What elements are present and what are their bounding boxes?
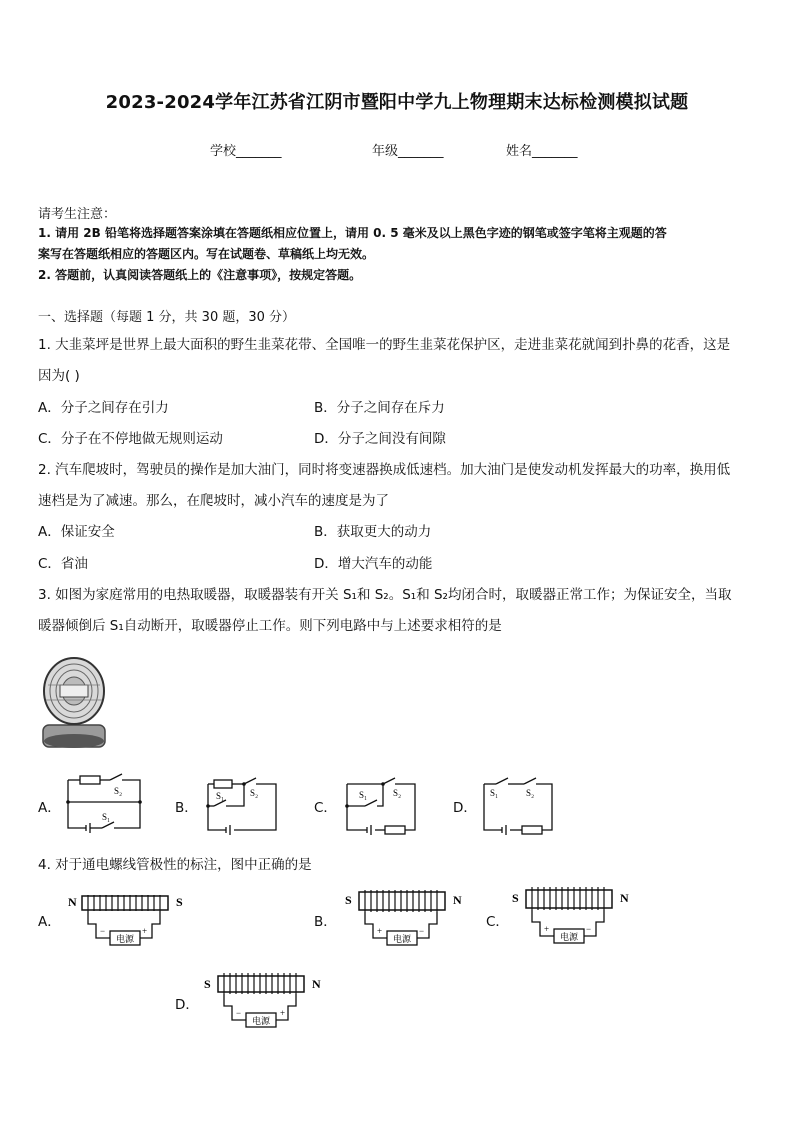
q3-circuit-d (480, 776, 560, 836)
pole-n-label: N (620, 891, 629, 905)
q4-solenoid-a (66, 890, 192, 952)
power-label: 电源 (392, 935, 412, 945)
q3-circuit-b (204, 776, 284, 836)
resistor (522, 826, 542, 834)
question-1-line-1: 1. 大韭菜坪是世界上最大面积的野生韭菜花带、全国唯一的野生韭菜花保护区，走进韭菜花就闻到扑鼻的花香，这是 (38, 337, 731, 353)
q4-option-b-label[interactable]: B． (314, 914, 337, 930)
grade-field[interactable]: 年级_______ (372, 144, 444, 159)
q1-option-c[interactable]: C．分子在不停地做无规则运动 (38, 431, 223, 447)
switch-s2 (110, 774, 122, 780)
question-3-line-2: 暖器倾倒后 S₁自动断开，取暖器停止工作。则下列电路中与上述要求相符的是 (38, 618, 502, 634)
section-heading: 一、选择题（每题 1 分，共 30 题，30 分） (38, 310, 296, 325)
q3-option-b-label[interactable]: B． (175, 800, 198, 816)
switch-s2 (524, 778, 536, 784)
pole-s-label: S (512, 891, 519, 905)
s1-label: S₁ (102, 812, 111, 822)
s2-label: S₂ (114, 786, 123, 796)
q1-option-b[interactable]: B．分子之间存在斥力 (314, 400, 445, 416)
q1-option-a[interactable]: A．分子之间存在引力 (38, 400, 169, 416)
switch-s1 (496, 778, 508, 784)
q3-circuit-a (64, 772, 146, 834)
question-2-line-2: 速档是为了减速。那么，在爬坡时，减小汽车的速度是为了 (38, 493, 389, 509)
switch-s1 (365, 800, 377, 806)
q4-option-a-label[interactable]: A． (38, 914, 61, 930)
switch-s2 (244, 778, 256, 784)
q3-option-a-label[interactable]: A． (38, 800, 61, 816)
question-1-line-2: 因为( ) (38, 368, 80, 384)
minus-sign: − (236, 1008, 242, 1018)
q2-option-d[interactable]: D．增大汽车的动能 (314, 556, 433, 572)
q4-solenoid-c (510, 884, 636, 950)
minus-sign: − (100, 926, 106, 936)
q1-option-d[interactable]: D．分子之间没有间隙 (314, 431, 446, 447)
q4-solenoid-b (343, 888, 469, 952)
q4-option-c-label[interactable]: C． (486, 914, 509, 930)
switch-s2 (383, 778, 395, 784)
s1-label: S₁ (490, 788, 499, 798)
q3-option-d-label[interactable]: D． (453, 800, 477, 816)
notice-item-1-line-2: 案写在答题纸相应的答题区内。写在试题卷、草稿纸上均无效。 (38, 247, 375, 261)
q4-option-d-label[interactable]: D． (175, 997, 199, 1013)
heater-illustration (38, 655, 110, 751)
power-label: 电源 (251, 1017, 271, 1027)
s2-label: S₂ (526, 788, 535, 798)
question-3-line-1: 3. 如图为家庭常用的电热取暖器，取暖器装有开关 S₁和 S₂。S₁和 S₂均闭合时，取暖器正常工作；为保证安全，当取 (38, 587, 732, 603)
pole-s-label: S (204, 977, 211, 991)
minus-sign: − (419, 926, 425, 936)
notice-item-1-line-1: 1. 请用 2B 铅笔将选择题答案涂填在答题纸相应位置上，请用 0. 5 毫米及以上黑色字迹的钢笔或签字笔将主观题的答 (38, 226, 667, 240)
plus-sign: + (544, 924, 550, 934)
pole-n-label: N (68, 895, 77, 909)
plus-sign: + (280, 1008, 286, 1018)
resistor (385, 826, 405, 834)
power-label: 电源 (115, 935, 135, 945)
plus-sign: + (377, 926, 383, 936)
q2-option-a[interactable]: A．保证安全 (38, 524, 115, 540)
minus-sign: − (586, 924, 592, 934)
question-2-line-1: 2. 汽车爬坡时，驾驶员的操作是加大油门，同时将变速器换成低速档。加大油门是使发动机发挥最大的功率，换用低 (38, 462, 731, 478)
q2-option-b[interactable]: B．获取更大的动力 (314, 524, 432, 540)
notice-heading: 请考生注意： (38, 207, 117, 222)
power-label: 电源 (559, 933, 579, 943)
q2-option-c[interactable]: C．省油 (38, 556, 88, 572)
school-field[interactable]: 学校_______ (210, 144, 282, 159)
question-4-line-1: 4. 对于通电螺线管极性的标注，图中正确的是 (38, 857, 312, 873)
s1-label: S₁ (216, 791, 225, 801)
pole-n-label: N (453, 893, 462, 907)
resistor (80, 776, 100, 784)
page-title: 2023-2024学年江苏省江阴市暨阳中学九上物理期末达标检测模拟试题 (105, 92, 689, 113)
notice-item-2: 2. 答题前，认真阅读答题纸上的《注意事项》，按规定答题。 (38, 268, 362, 282)
pole-n-label: N (312, 977, 321, 991)
plus-sign: + (142, 926, 148, 936)
pole-s-label: S (176, 895, 183, 909)
s2-label: S₂ (250, 788, 259, 798)
q3-option-c-label[interactable]: C． (314, 800, 337, 816)
q4-solenoid-d (202, 970, 328, 1034)
switch-s1 (102, 822, 114, 828)
s2-label: S₂ (393, 788, 402, 798)
s1-label: S₁ (359, 790, 368, 800)
resistor (214, 780, 232, 788)
pole-s-label: S (345, 893, 352, 907)
name-field[interactable]: 姓名_______ (506, 144, 578, 159)
q3-circuit-c (343, 776, 423, 836)
